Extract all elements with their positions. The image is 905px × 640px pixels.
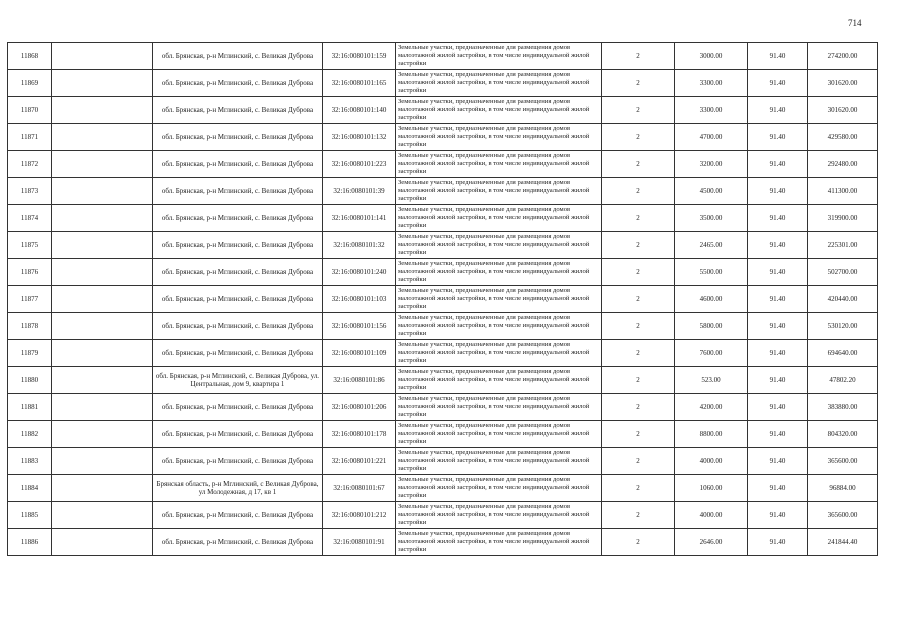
cadastral-number-cell: 32:16:0080101:140 [323,97,396,124]
category-cell: 2 [602,124,675,151]
table-row [8,529,878,556]
cadastral-number-cell: 32:16:0080101:223 [323,151,396,178]
address-cell: обл. Брянская, р-н Мглинский, с. Великая Дуброва [153,394,323,421]
area-cell: 3200.00 [675,151,748,178]
specific-value-cell: 91.40 [748,475,808,502]
area-cell: 4200.00 [675,394,748,421]
specific-value-cell: 91.40 [748,367,808,394]
cadastral-value-cell: 365600.00 [808,448,878,475]
empty-cell [52,394,153,421]
address-cell: обл. Брянская, р-н Мглинский, с. Великая Дуброва [153,205,323,232]
table-row [8,340,878,367]
cadastral-value-cell: 301620.00 [808,70,878,97]
cadastral-value-cell: 411300.00 [808,178,878,205]
empty-cell [52,124,153,151]
specific-value-cell: 91.40 [748,232,808,259]
specific-value-cell: 91.40 [748,43,808,70]
area-cell: 2465.00 [675,232,748,259]
cadastral-number-cell: 32:16:0080101:67 [323,475,396,502]
land-use-description-cell: Земельные участки, предназначенные для размещения домов малоэтажной жилой застройки, в том числе индивидуальной жилой застройки [396,97,602,124]
cadastral-value-cell: 292480.00 [808,151,878,178]
empty-cell [52,259,153,286]
cadastral-value-cell: 301620.00 [808,97,878,124]
cadastral-number-cell: 32:16:0080101:109 [323,340,396,367]
table-row [8,475,878,502]
table-row [8,421,878,448]
cadastral-value-cell: 420440.00 [808,286,878,313]
category-cell: 2 [602,70,675,97]
category-cell: 2 [602,151,675,178]
address-cell: обл. Брянская, р-н Мглинский, с. Великая Дуброва [153,313,323,340]
table-row [8,259,878,286]
address-cell: Брянская область, р-н Мглинский, с Великая Дуброва, ул Молодежная, д 17, кв 1 [153,475,323,502]
cadastral-value-cell: 241844.40 [808,529,878,556]
land-use-description-cell: Земельные участки, предназначенные для размещения домов малоэтажной жилой застройки, в том числе индивидуальной жилой застройки [396,313,602,340]
address-cell: обл. Брянская, р-н Мглинский, с. Великая Дуброва [153,97,323,124]
cadastral-number-cell: 32:16:0080101:165 [323,70,396,97]
empty-cell [52,43,153,70]
category-cell: 2 [602,475,675,502]
category-cell: 2 [602,43,675,70]
table-row [8,97,878,124]
specific-value-cell: 91.40 [748,259,808,286]
cadastral-value-cell: 274200.00 [808,43,878,70]
address-cell: обл. Брянская, р-н Мглинский, с. Великая Дуброва [153,448,323,475]
row-number-cell: 11880 [8,367,52,394]
specific-value-cell: 91.40 [748,394,808,421]
row-number-cell: 11872 [8,151,52,178]
category-cell: 2 [602,97,675,124]
area-cell: 4500.00 [675,178,748,205]
empty-cell [52,178,153,205]
category-cell: 2 [602,286,675,313]
address-cell: обл. Брянская, р-н Мглинский, с. Великая Дуброва [153,70,323,97]
area-cell: 523.00 [675,367,748,394]
cadastral-number-cell: 32:16:0080101:91 [323,529,396,556]
land-use-description-cell: Земельные участки, предназначенные для размещения домов малоэтажной жилой застройки, в том числе индивидуальной жилой застройки [396,475,602,502]
cadastral-number-cell: 32:16:0080101:141 [323,205,396,232]
specific-value-cell: 91.40 [748,178,808,205]
table-row [8,502,878,529]
cadastral-number-cell: 32:16:0080101:103 [323,286,396,313]
table-row [8,124,878,151]
specific-value-cell: 91.40 [748,313,808,340]
empty-cell [52,97,153,124]
land-use-description-cell: Земельные участки, предназначенные для размещения домов малоэтажной жилой застройки, в том числе индивидуальной жилой застройки [396,232,602,259]
specific-value-cell: 91.40 [748,286,808,313]
specific-value-cell: 91.40 [748,97,808,124]
specific-value-cell: 91.40 [748,448,808,475]
area-cell: 3300.00 [675,70,748,97]
specific-value-cell: 91.40 [748,124,808,151]
table-row [8,70,878,97]
empty-cell [52,70,153,97]
land-use-description-cell: Земельные участки, предназначенные для размещения домов малоэтажной жилой застройки, в том числе индивидуальной жилой застройки [396,529,602,556]
land-use-description-cell: Земельные участки, предназначенные для размещения домов малоэтажной жилой застройки, в том числе индивидуальной жилой застройки [396,259,602,286]
table-row [8,205,878,232]
table-row [8,232,878,259]
cadastral-number-cell: 32:16:0080101:86 [323,367,396,394]
land-use-description-cell: Земельные участки, предназначенные для размещения домов малоэтажной жилой застройки, в том числе индивидуальной жилой застройки [396,448,602,475]
empty-cell [52,475,153,502]
area-cell: 3000.00 [675,43,748,70]
empty-cell [52,232,153,259]
cadastral-number-cell: 32:16:0080101:156 [323,313,396,340]
cadastral-value-cell: 47802.20 [808,367,878,394]
cadastral-value-cell: 96884.00 [808,475,878,502]
land-use-description-cell: Земельные участки, предназначенные для размещения домов малоэтажной жилой застройки, в том числе индивидуальной жилой застройки [396,421,602,448]
land-use-description-cell: Земельные участки, предназначенные для размещения домов малоэтажной жилой застройки, в том числе индивидуальной жилой застройки [396,367,602,394]
row-number-cell: 11869 [8,70,52,97]
table-row [8,178,878,205]
cadastral-number-cell: 32:16:0080101:159 [323,43,396,70]
address-cell: обл. Брянская, р-н Мглинский, с. Великая Дуброва [153,421,323,448]
land-use-description-cell: Земельные участки, предназначенные для размещения домов малоэтажной жилой застройки, в том числе индивидуальной жилой застройки [396,286,602,313]
cadastral-number-cell: 32:16:0080101:178 [323,421,396,448]
address-cell: обл. Брянская, р-н Мглинский, с. Великая Дуброва [153,340,323,367]
row-number-cell: 11876 [8,259,52,286]
empty-cell [52,340,153,367]
empty-cell [52,529,153,556]
table-row [8,151,878,178]
empty-cell [52,367,153,394]
area-cell: 8800.00 [675,421,748,448]
cadastral-value-cell: 694640.00 [808,340,878,367]
category-cell: 2 [602,205,675,232]
row-number-cell: 11868 [8,43,52,70]
land-use-description-cell: Земельные участки, предназначенные для размещения домов малоэтажной жилой застройки, в том числе индивидуальной жилой застройки [396,340,602,367]
category-cell: 2 [602,394,675,421]
cadastral-value-cell: 429580.00 [808,124,878,151]
empty-cell [52,151,153,178]
cadastral-number-cell: 32:16:0080101:240 [323,259,396,286]
specific-value-cell: 91.40 [748,340,808,367]
empty-cell [52,313,153,340]
row-number-cell: 11881 [8,394,52,421]
category-cell: 2 [602,421,675,448]
table-row [8,286,878,313]
empty-cell [52,205,153,232]
cadastral-value-table [7,42,878,556]
specific-value-cell: 91.40 [748,421,808,448]
cadastral-value-cell: 319900.00 [808,205,878,232]
row-number-cell: 11877 [8,286,52,313]
address-cell: обл. Брянская, р-н Мглинский, с. Великая Дуброва [153,43,323,70]
category-cell: 2 [602,502,675,529]
address-cell: обл. Брянская, р-н Мглинский, с. Великая Дуброва [153,502,323,529]
area-cell: 3500.00 [675,205,748,232]
row-number-cell: 11884 [8,475,52,502]
category-cell: 2 [602,178,675,205]
land-use-description-cell: Земельные участки, предназначенные для размещения домов малоэтажной жилой застройки, в том числе индивидуальной жилой застройки [396,124,602,151]
category-cell: 2 [602,529,675,556]
category-cell: 2 [602,367,675,394]
area-cell: 4000.00 [675,448,748,475]
row-number-cell: 11875 [8,232,52,259]
table-row [8,313,878,340]
table-row [8,448,878,475]
empty-cell [52,421,153,448]
land-use-description-cell: Земельные участки, предназначенные для размещения домов малоэтажной жилой застройки, в том числе индивидуальной жилой застройки [396,205,602,232]
row-number-cell: 11873 [8,178,52,205]
category-cell: 2 [602,259,675,286]
land-use-description-cell: Земельные участки, предназначенные для размещения домов малоэтажной жилой застройки, в том числе индивидуальной жилой застройки [396,502,602,529]
row-number-cell: 11870 [8,97,52,124]
empty-cell [52,286,153,313]
address-cell: обл. Брянская, р-н Мглинский, с. Великая Дуброва [153,232,323,259]
area-cell: 4000.00 [675,502,748,529]
page-number: 714 [848,18,862,28]
area-cell: 3300.00 [675,97,748,124]
area-cell: 4600.00 [675,286,748,313]
table-row [8,43,878,70]
row-number-cell: 11878 [8,313,52,340]
specific-value-cell: 91.40 [748,70,808,97]
area-cell: 5800.00 [675,313,748,340]
table-row [8,394,878,421]
category-cell: 2 [602,232,675,259]
cadastral-value-cell: 804320.00 [808,421,878,448]
area-cell: 5500.00 [675,259,748,286]
land-use-description-cell: Земельные участки, предназначенные для размещения домов малоэтажной жилой застройки, в том числе индивидуальной жилой застройки [396,394,602,421]
address-cell: обл. Брянская, р-н Мглинский, с. Великая Дуброва [153,124,323,151]
empty-cell [52,502,153,529]
land-use-description-cell: Земельные участки, предназначенные для размещения домов малоэтажной жилой застройки, в том числе индивидуальной жилой застройки [396,151,602,178]
land-use-description-cell: Земельные участки, предназначенные для размещения домов малоэтажной жилой застройки, в том числе индивидуальной жилой застройки [396,178,602,205]
specific-value-cell: 91.40 [748,151,808,178]
land-use-description-cell: Земельные участки, предназначенные для размещения домов малоэтажной жилой застройки, в том числе индивидуальной жилой застройки [396,43,602,70]
address-cell: обл. Брянская, р-н Мглинский, с. Великая Дуброва [153,259,323,286]
row-number-cell: 11886 [8,529,52,556]
area-cell: 1060.00 [675,475,748,502]
table-body [8,43,878,556]
specific-value-cell: 91.40 [748,205,808,232]
category-cell: 2 [602,340,675,367]
cadastral-value-cell: 502700.00 [808,259,878,286]
cadastral-value-cell: 365600.00 [808,502,878,529]
cadastral-number-cell: 32:16:0080101:32 [323,232,396,259]
empty-cell [52,448,153,475]
area-cell: 7600.00 [675,340,748,367]
specific-value-cell: 91.40 [748,529,808,556]
row-number-cell: 11883 [8,448,52,475]
row-number-cell: 11885 [8,502,52,529]
category-cell: 2 [602,313,675,340]
area-cell: 4700.00 [675,124,748,151]
address-cell: обл. Брянская, р-н Мглинский, с. Великая Дуброва [153,151,323,178]
row-number-cell: 11882 [8,421,52,448]
cadastral-number-cell: 32:16:0080101:132 [323,124,396,151]
address-cell: обл. Брянская, р-н Мглинский, с. Великая Дуброва [153,529,323,556]
area-cell: 2646.00 [675,529,748,556]
cadastral-number-cell: 32:16:0080101:221 [323,448,396,475]
cadastral-number-cell: 32:16:0080101:212 [323,502,396,529]
cadastral-number-cell: 32:16:0080101:39 [323,178,396,205]
table-row [8,367,878,394]
cadastral-value-cell: 383880.00 [808,394,878,421]
cadastral-number-cell: 32:16:0080101:206 [323,394,396,421]
land-use-description-cell: Земельные участки, предназначенные для размещения домов малоэтажной жилой застройки, в том числе индивидуальной жилой застройки [396,70,602,97]
row-number-cell: 11879 [8,340,52,367]
address-cell: обл. Брянская, р-н Мглинский, с. Великая Дуброва [153,178,323,205]
category-cell: 2 [602,448,675,475]
address-cell: обл. Брянская, р-н Мглинский, с. Великая Дуброва [153,286,323,313]
address-cell: обл. Брянская, р-н Мглинский, с. Великая Дуброва, ул. Центральная, дом 9, квартира 1 [153,367,323,394]
cadastral-value-cell: 530120.00 [808,313,878,340]
cadastral-value-cell: 225301.00 [808,232,878,259]
row-number-cell: 11874 [8,205,52,232]
specific-value-cell: 91.40 [748,502,808,529]
row-number-cell: 11871 [8,124,52,151]
